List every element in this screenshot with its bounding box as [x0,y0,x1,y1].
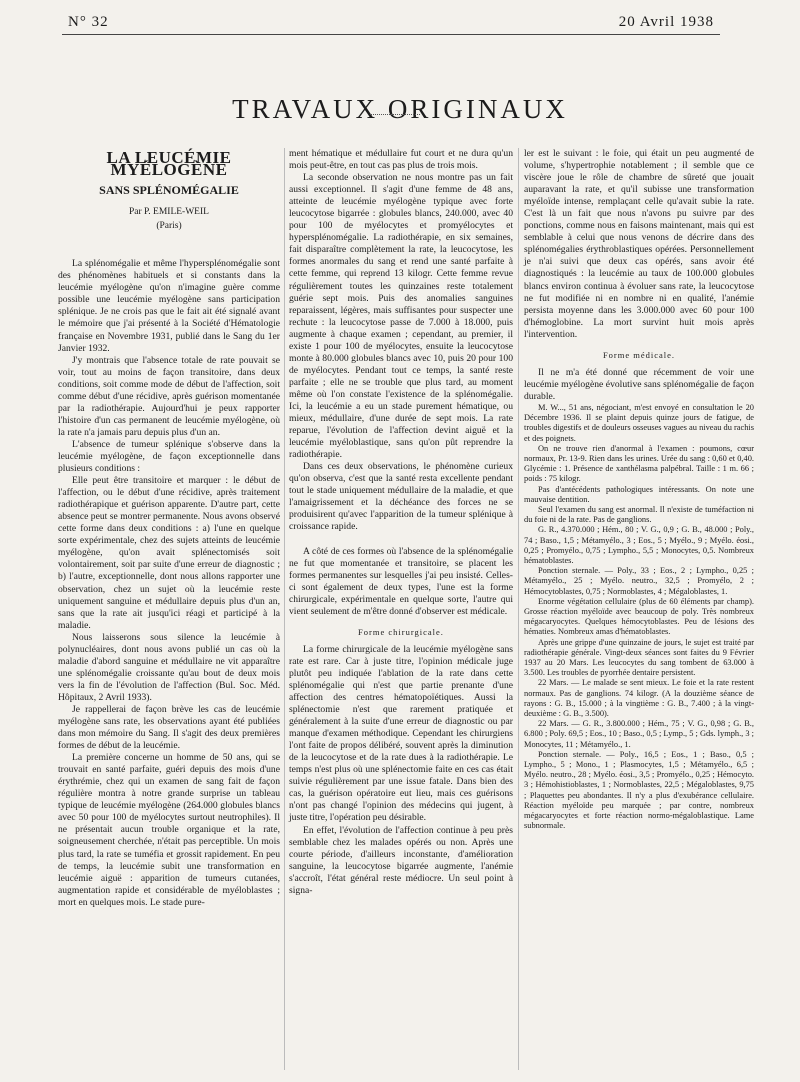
paragraph: Je rappellerai de façon brève les cas de leucémie myélogène sans rate, les observations ayant été publiées dans mon mémoire du Sang. Il s'agit des deux premières formes de début de la leucémie. [58,703,280,752]
case-paragraph: Après une grippe d'une quinzaine de jours, le sujet est traité par radiothérapie générale. Vingt-deux séances sont faites du 9 Février 1937 au 20 Mars. Les leucocytes du sang tombent de 63.000 à 3.500. Les troubles de pyorrhée dentaire persistent. [524,637,754,678]
paragraph: Nous laisserons sous silence la leucémie à polynucléaires, dont nous avons publié un cas où la maladie d'abord sanguine et médullaire ne vit apparaître une splénomégalie croissante qu'au bout de deux mois vers la fin de l'évolution de l'affection (Bul. Soc. Méd. Hôpitaux, 2 Avril 1933). [58,631,280,703]
subheading-chirurgicale: Forme chirurgicale. [358,626,444,637]
case-paragraph: Pas d'antécédents pathologiques intéressants. On note une mauvaise dentition. [524,484,754,504]
column-divider [518,148,519,1070]
case-paragraph: M. W..., 51 ans, négociant, m'est envoyé en consultation le 20 Décembre 1936. Il se plaint depuis quinze jours de fatigue, de troubles digestifs et de douleurs osseuses vagues au niveau du rachis et des poignets. [524,402,754,443]
paragraph: ment hématique et médullaire fut court et ne dura qu'un mois peut-être, en tout cas pas plus de trois mois. [289,148,513,172]
paragraph: Elle peut être transitoire et marquer : le début de l'affection, ou le début d'une récidive, après traitement radiothérapique et guérison apparente. D'autre part, cette absence peut se montrer permanente. Nous avons observé cette forme dans deux conditions : a) l'une en quelque sorte expérimentale, chez des sujets atteints de leucémie myélogène, qu'on avait splénectomisés soit volontairement, soit par suite d'une erreur de diagnostic ; b) l'autre, exceptionnelle, dont nous allons rapporter une observation, chez un sujet où la leucémie reste uniquement sanguine et médullaire depuis plus d'un an, sans que la rate ait jusqu'ici réagi et participé à la maladie. [58,475,280,631]
case-paragraph: On ne trouve rien d'anormal à l'examen : poumons, cœur normaux, Pr. 13-9. Rien dans les urines. Urée du sang : 0,60 et 0,40. Glycémie : 1. Présence de xanthélasma palpébral. Taille : 1 m. 66 ; poids : 75 kilogr. [524,443,754,484]
case-paragraph: 22 Mars. — Le malade se sent mieux. Le foie et la rate restent normaux. Pas de ganglions. 74 kilogr. (A la douzième séance de rayons : G. B., 15.000 ; à la vingtième : G. B., 7.400 ; à la vingt-deuxième : G. B., 3.500). [524,678,754,719]
column-3 [524,148,754,831]
paragraph: Il ne m'a été donné que récemment de voir une leucémie myélogène évolutive sans splénomégalie de façon durable. [524,366,754,402]
article-affiliation: (Paris) [156,221,182,232]
paragraph: Dans ces deux observations, le phénomène curieux qu'on observa, c'est que la santé resta excellente pendant tout le stade uniquement médullaire de la maladie, et que l'amaigrissement et la déchéance des forces ne se produisirent qu'avec l'apparition de la tumeur splénique à croissance rapide. [289,461,513,533]
article-subtitle: SANS SPLÉNOMÉGALIE [99,183,239,198]
column-2 [289,148,513,897]
column-divider [284,148,285,1070]
paragraph: ler est le suivant : le foie, qui était un peu augmenté de volume, s'hypertrophie notablement ; il semble que ce viscère joue le rôle de chambre de sûreté que jouait auparavant la rate, et qu'il subisse une transformation myéloïde intense, remplaçant celle qu'avait subie la rate. C'est là un fait que nous n'avons pu suivre par des ponctions, comme nous en faisons maintenant, mais qui est semblable à celui que nous venons de décrire dans des splénomégalies érythroblastiques opérées. Personnellement je n'ai suivi que deux cas opérés, sans avoir été diagnostiqués : la leucémie au taux de 100.000 globules blancs environ continua à évoluer sans rate, la leucocytose ne fut modifiée ni en nombre ni en qualité, l'anémie persista moyenne dans les 3.000.000 avec 60 pour 100 d'hémoglobine. La mort survint huit mois après l'intervention. [524,148,754,340]
case-paragraph: G. R., 4.370.000 ; Hém., 80 ; V. G., 0,9 ; G. B., 48.000 ; Poly., 74 ; Baso., 1,5 ; Métamyélo., 3 ; Eos., 5 ; Myélo., 9 ; Myélo. éosi., 0,25 ; Promyélo., 0,75 ; Lympho., 5,5 ; Monocytes, 0,5. Nombreux hématoblastes. [524,525,754,565]
paragraph: En effet, l'évolution de l'affection continue à peu près semblable chez les malades opérés ou non. Après une courte période, d'ailleurs inconstante, d'amélioration sanguine, la leucocytose bigarrée augmente, l'anémie s'accroît, l'état général reste médiocre. Un seul point à signa- [289,824,513,896]
issue-number: N° 32 [68,14,109,30]
paragraph: La splénomégalie et même l'hypersplénomégalie sont des phénomènes habituels et si constants dans la leucémie myélogène qu'on n'imagine guère comme possible une leucémie myélogène sans participation splénique. Je ne crois pas que le fait ait été signalé avant le mémoire que j'ai présenté à la Société d'Hématologie française en Novembre 1931, publié dans le Sang du 1er Janvier 1932. [58,258,280,354]
case-paragraph: Ponction sternale. — Poly., 33 ; Eos., 2 ; Lympho., 0,25 ; Métamyélo., 25 ; Myélo. neutro., 32,5 ; Promyélo, 2 ; Hémocytoblastes, 0,75 ; Normoblastes, 4 ; Mégaloblastes, 1. [524,566,754,596]
case-report [524,403,754,832]
paragraph: La première concerne un homme de 50 ans, qui se trouvait en santé parfaite, guéri depuis des mois d'une érythrémie, chez qui un examen de sang fait de façon régulière montra à notre grande surprise un tableau typique de leucémie myélogène (264.000 globules blancs avec 50 pour 100 de myélocytes surtout neutrophiles). Il ne présentait aucun trouble organique et la rate, soigneusement cherchée, n'était pas perceptible. Un mois plus tard, la rate se tuméfia et grossit rapidement. En peu de temps, la leucémie subit une transformation en leucémie aiguë : apparition de tumeurs cutanées, augmentation rapide et considérable de myéloblastes ; mort en quelques mois. Le stade pure- [58,752,280,908]
article-author: Par P. EMILE-WEIL [129,207,209,218]
paragraph: La forme chirurgicale de la leucémie myélogène sans rate est rare. Car à juste titre, l'opinion médicale juge plutôt peu indiquée l'ablation de la rate dans cette splénomégalie qui n'est que partie prenante d'une affection des centres hématopoïétiques. Aussi la splénectomie n'est que rarement pratiquée et généralement à la suite d'une erreur de diagnostic ou par manque d'examen méthodique. Cependant les chirurgiens l'ont faite de propos délibéré, souvent après la diminution de la leucocytose et de la rate dues à la radiothérapie. Le temps n'est plus où une splénectomie faite en ces cas était suivie régulièrement par une issue fatale. Dans bien des cas, la guérison opératoire eut lieu, mais ces guérisons n'ont pas changé l'opinion des médecins qui jugent, à juste titre, l'opération peu désirable. [289,643,513,824]
section-title: TRAVAUX ORIGINAUX [232,94,568,125]
title-ornament [370,114,420,115]
article-title: LA LEUCÉMIE MYÉLOGÈNE [106,148,232,180]
subheading-medicale: Forme médicale. [602,349,676,360]
paragraph: A côté de ces formes où l'absence de la splénomégalie ne fut que momentanée et transitoire, se placent les formes permanentes sur lesquelles j'ai peu insisté. Celles-ci sont également de deux types, l'une est la forme chirurgicale, expérimentale en quelque sorte, l'autre qui vient seulement de m'être donné d'observer est médicale. [289,545,513,617]
case-paragraph: Seul l'examen du sang est anormal. Il n'existe de tuméfaction ni du foie ni de la rate. Pas de ganglions. [524,504,754,525]
case-paragraph: Ponction sternale. — Poly., 16,5 ; Eos., 1 ; Baso., 0,5 ; Lympho., 5 ; Mono., 1 ; Plasmocytes, 1,5 ; Métamyélo., 6,5 ; Myélo. neutro., 28 ; Myélo. éosi., 3,5 ; Promyélo., 0,25 ; Hémocyto. 3 ; Hémohistioblastes, 1 ; Normoblastes, 22,5 ; Mégaloblastes, 9,75 ; Plaquettes peu abondantes. Il n'y a plus d'exubérance cellulaire. Réaction myéloïde peu marquée ; par contre, nombreux mégacaryocytes et forte réaction normo-mégaloblastique. Lame subnormale. [524,749,754,831]
case-paragraph: 22 Mars. — G. R., 3.800.000 ; Hém., 75 ; V. G., 0,98 ; G. B., 6.800 ; Poly. 69,5 ; Eos., 10 ; Baso., 0,5 ; Lymp., 5 ; Gds. lymph., 3 ; Monocytes, 11 ; Métamyélo., 1. [524,719,754,749]
paragraph: L'absence de tumeur splénique s'observe dans la leucémie myélogène, de façon exceptionnelle dans plusieurs conditions : [58,438,280,475]
column-1 [58,148,280,909]
paragraph: La seconde observation ne nous montre pas un fait aussi exceptionnel. Il s'agit d'une femme de 48 ans, atteinte de leucémie myélogène typique avec forte leucocytose bigarrée : globules blancs, 240.000, avec 40 pour 100 de myélocytes et promyélocytes et hypersplénomégalie. La radiothérapie, en six semaines, fait disparaître complètement la rate, la leucocytose, les formes anormales du sang et rend une santé parfaite à cette femme, qui reprend 13 kilogr. Cette femme revue régulièrement toutes les quinzaines reste totalement guérie sept mois. Puis des anomalies sanguines reparaissent, légères, mais suffisantes pour suspecter une rechute : la leucocytose passe de 7.000 à 18.000, puis augmente à chaque examen ; cependant, au premier, il existe 1 pour 100 de myélocytes, ensuite la leucocytose monte à 80.000 globules blancs avec 10, puis 20 pour 100 de myélocytes. Pendant tout ce temps, la santé reste parfaite ; elle ne se trouble que plus tard, au moment même où l'on constate l'existence de la splénomégalie. Ici, la leucémie a eu un stade purement hématique, ou mieux, médullaire, d'une durée de sept mois. La rate reparue, l'évolution de l'affection devint aiguë et la leucémie myéloblastique, sans qu'on pût reprendre la radiothérapie. [289,172,513,461]
issue-date: 20 Avril 1938 [618,14,714,30]
paragraph: J'y montrais que l'absence totale de rate pouvait se voir, tout au moins de façon transitoire, dans deux conditions, soit comme mode de début de l'affection, soit comme début d'une récidive, après guérison momentanée par la radiothérapie. Aujourd'hui je peux rapporter l'histoire d'un cas permanent de leucémie myélogène, où la rate n'a jamais paru depuis plus d'un an. [58,354,280,438]
case-paragraph: Enorme végétation cellulaire (plus de 60 éléments par champ). Grosse réaction myéloïde avec beaucoup de poly. Très nombreux mégacaryocytes. Quelques hémocytoblastes. Peu de lésions des hématies. Nombreux amas d'hématoblastes. [524,596,754,637]
header-rule [62,34,720,35]
